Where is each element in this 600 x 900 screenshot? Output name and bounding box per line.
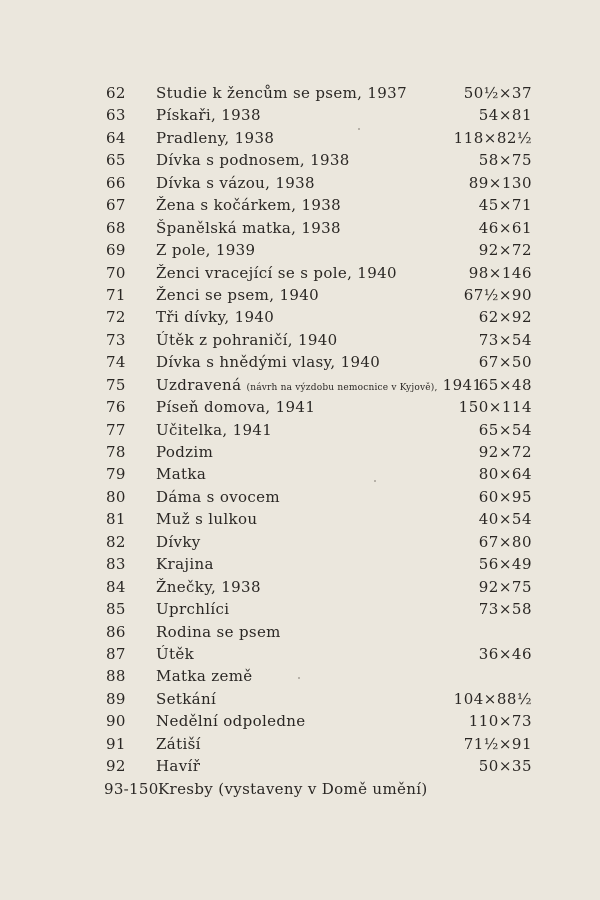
- entry-number: 67: [106, 196, 126, 215]
- entry-dimensions: 58×75: [478, 151, 532, 170]
- entry-title: Žena s kočárkem, 1938: [156, 196, 342, 215]
- catalog-entry: [0, 531, 600, 553]
- catalog-entry: [0, 486, 600, 508]
- entry-number: 91: [106, 734, 126, 753]
- catalog-entry: [0, 688, 600, 710]
- entry-title: Rodina se psem: [156, 622, 281, 641]
- entry-dimensions: 89×130: [468, 173, 532, 192]
- entry-dimensions: 118×82½: [453, 128, 532, 147]
- entry-title-year: 1941: [442, 375, 483, 394]
- catalog-entry-drawings: [0, 778, 600, 800]
- entry-title: Žnečky, 1938: [156, 577, 261, 596]
- entry-dimensions: 92×72: [478, 443, 532, 461]
- entry-dimensions: 36×46: [478, 644, 532, 663]
- catalog-entry: [0, 396, 600, 418]
- entry-title: Z pole, 1939: [156, 241, 256, 260]
- entry-number: 86: [106, 622, 126, 641]
- entry-number: 66: [106, 173, 126, 192]
- entry-title: Píseň domova, 1941: [156, 398, 316, 417]
- catalog-entry: [0, 643, 600, 665]
- entry-dimensions: 110×73: [468, 712, 532, 731]
- paper-speck: [358, 128, 360, 130]
- catalog-entry: [0, 239, 600, 261]
- entry-title: Dívky: [156, 532, 201, 551]
- entry-number: 77: [106, 420, 126, 439]
- catalog-entry: [0, 374, 600, 396]
- catalog-entry: [0, 710, 600, 732]
- entry-title: Ženci vracející se s pole, 1940: [156, 263, 397, 282]
- catalog-entry: [0, 329, 600, 351]
- catalog-entry: [0, 306, 600, 328]
- entry-dimensions: 98×146: [468, 263, 532, 282]
- entry-dimensions: 50½×37: [463, 84, 532, 102]
- entry-number: 80: [106, 487, 126, 506]
- entry-number: 76: [106, 398, 126, 417]
- entry-number: 62: [106, 84, 126, 102]
- entry-dimensions: 92×75: [478, 577, 532, 596]
- entry-title: Uprchlíci: [156, 600, 230, 619]
- entry-title: Setkání: [156, 689, 217, 708]
- entry-dimensions: 46×61: [478, 218, 532, 237]
- entry-dimensions: 45×71: [478, 196, 532, 215]
- entry-number: 82: [106, 532, 126, 551]
- paper-speck: [298, 677, 300, 679]
- catalog-entry: [0, 508, 600, 530]
- entry-number: 74: [106, 353, 126, 372]
- entry-number: 64: [106, 128, 126, 147]
- entry-title: Pískaři, 1938: [156, 106, 261, 125]
- entry-number: 89: [106, 689, 126, 708]
- entry-number: 84: [106, 577, 126, 596]
- entry-dimensions: 104×88½: [453, 689, 532, 708]
- catalog-entry: [0, 621, 600, 643]
- entry-dimensions: 67×80: [478, 532, 532, 551]
- entry-number: 70: [106, 263, 126, 282]
- entry-title: Nedělní odpoledne: [156, 712, 306, 731]
- entry-number: 75: [106, 375, 126, 394]
- entry-title: Pradleny, 1938: [156, 128, 275, 147]
- entry-number: 63: [106, 106, 126, 125]
- entry-dimensions: 54×81: [478, 106, 532, 125]
- entry-title: Dáma s ovocem: [156, 487, 280, 506]
- catalog-entry: [0, 127, 600, 149]
- entry-number: 85: [106, 600, 126, 619]
- entry-number: 78: [106, 443, 126, 461]
- catalog-entry: [0, 149, 600, 171]
- entry-dimensions: 50×35: [478, 757, 532, 776]
- entry-dimensions: 40×54: [478, 510, 532, 529]
- entry-number: 68: [106, 218, 126, 237]
- entry-title: [156, 374, 483, 399]
- entry-title: Matka země: [156, 667, 253, 686]
- catalog-entry: [0, 665, 600, 687]
- entry-number: 79: [106, 465, 126, 484]
- entry-title: Dívka s hnědými vlasy, 1940: [156, 353, 381, 372]
- catalog-entry: [0, 441, 600, 463]
- catalog-entry: [0, 463, 600, 485]
- catalog-entry: [0, 284, 600, 306]
- catalog-entry: [0, 733, 600, 755]
- entry-number: 83: [106, 555, 126, 574]
- entry-number: 92: [106, 757, 126, 776]
- catalog-list: [0, 82, 600, 800]
- entry-number-range: 93-150: [104, 779, 159, 798]
- entry-title: Zátiší: [156, 734, 201, 753]
- entry-title: Havíř: [156, 757, 201, 776]
- entry-title: Ženci se psem, 1940: [156, 285, 320, 304]
- entry-title-note: (návrh na výzdobu nemocnice v Kyjově),: [246, 382, 438, 393]
- entry-number: 69: [106, 241, 126, 260]
- catalog-entry: [0, 576, 600, 598]
- catalog-entry: [0, 553, 600, 575]
- catalog-entry: [0, 262, 600, 284]
- entry-dimensions: 150×114: [458, 398, 532, 417]
- entry-number: 90: [106, 712, 126, 731]
- entry-title: Kresby (vystaveny v Domě umění): [158, 779, 428, 798]
- paper-speck: [374, 480, 376, 482]
- entry-title: Učitelka, 1941: [156, 420, 273, 439]
- entry-dimensions: 62×92: [478, 308, 532, 327]
- entry-title: Podzim: [156, 443, 214, 461]
- entry-title: Tři dívky, 1940: [156, 308, 275, 327]
- entry-title: Krajina: [156, 555, 214, 574]
- entry-dimensions: 65×48: [478, 375, 532, 394]
- entry-number: 81: [106, 510, 126, 529]
- catalog-entry: [0, 82, 600, 104]
- entry-title: Dívka s vázou, 1938: [156, 173, 315, 192]
- entry-title: Studie k žencům se psem, 1937: [156, 84, 407, 102]
- entry-number: 87: [106, 644, 126, 663]
- entry-title: Útěk z pohraničí, 1940: [156, 330, 338, 349]
- entry-dimensions: 71½×91: [463, 734, 532, 753]
- catalog-entry: [0, 351, 600, 373]
- entry-title: Dívka s podnosem, 1938: [156, 151, 350, 170]
- entry-dimensions: 67½×90: [463, 285, 532, 304]
- entry-title: Španělská matka, 1938: [156, 218, 341, 237]
- entry-dimensions: 60×95: [478, 487, 532, 506]
- entry-dimensions: 73×54: [478, 330, 532, 349]
- entry-number: 71: [106, 285, 126, 304]
- entry-number: 72: [106, 308, 126, 327]
- entry-dimensions: 65×54: [478, 420, 532, 439]
- entry-dimensions: 80×64: [478, 465, 532, 484]
- catalog-entry: [0, 217, 600, 239]
- catalog-entry: [0, 194, 600, 216]
- catalog-entry: [0, 172, 600, 194]
- entry-title: Útěk: [156, 644, 195, 663]
- entry-title: Matka: [156, 465, 207, 484]
- catalog-entry: [0, 755, 600, 777]
- catalog-entry: [0, 598, 600, 620]
- entry-dimensions: 92×72: [478, 241, 532, 260]
- entry-dimensions: 73×58: [478, 600, 532, 619]
- entry-title-main: Uzdravená: [156, 375, 242, 394]
- entry-title: Muž s lulkou: [156, 510, 258, 529]
- entry-number: 73: [106, 330, 126, 349]
- catalog-entry: [0, 104, 600, 126]
- entry-dimensions: 56×49: [478, 555, 532, 574]
- entry-number: 88: [106, 667, 126, 686]
- entry-number: 65: [106, 151, 126, 170]
- catalog-entry: [0, 419, 600, 441]
- entry-dimensions: 67×50: [478, 353, 532, 372]
